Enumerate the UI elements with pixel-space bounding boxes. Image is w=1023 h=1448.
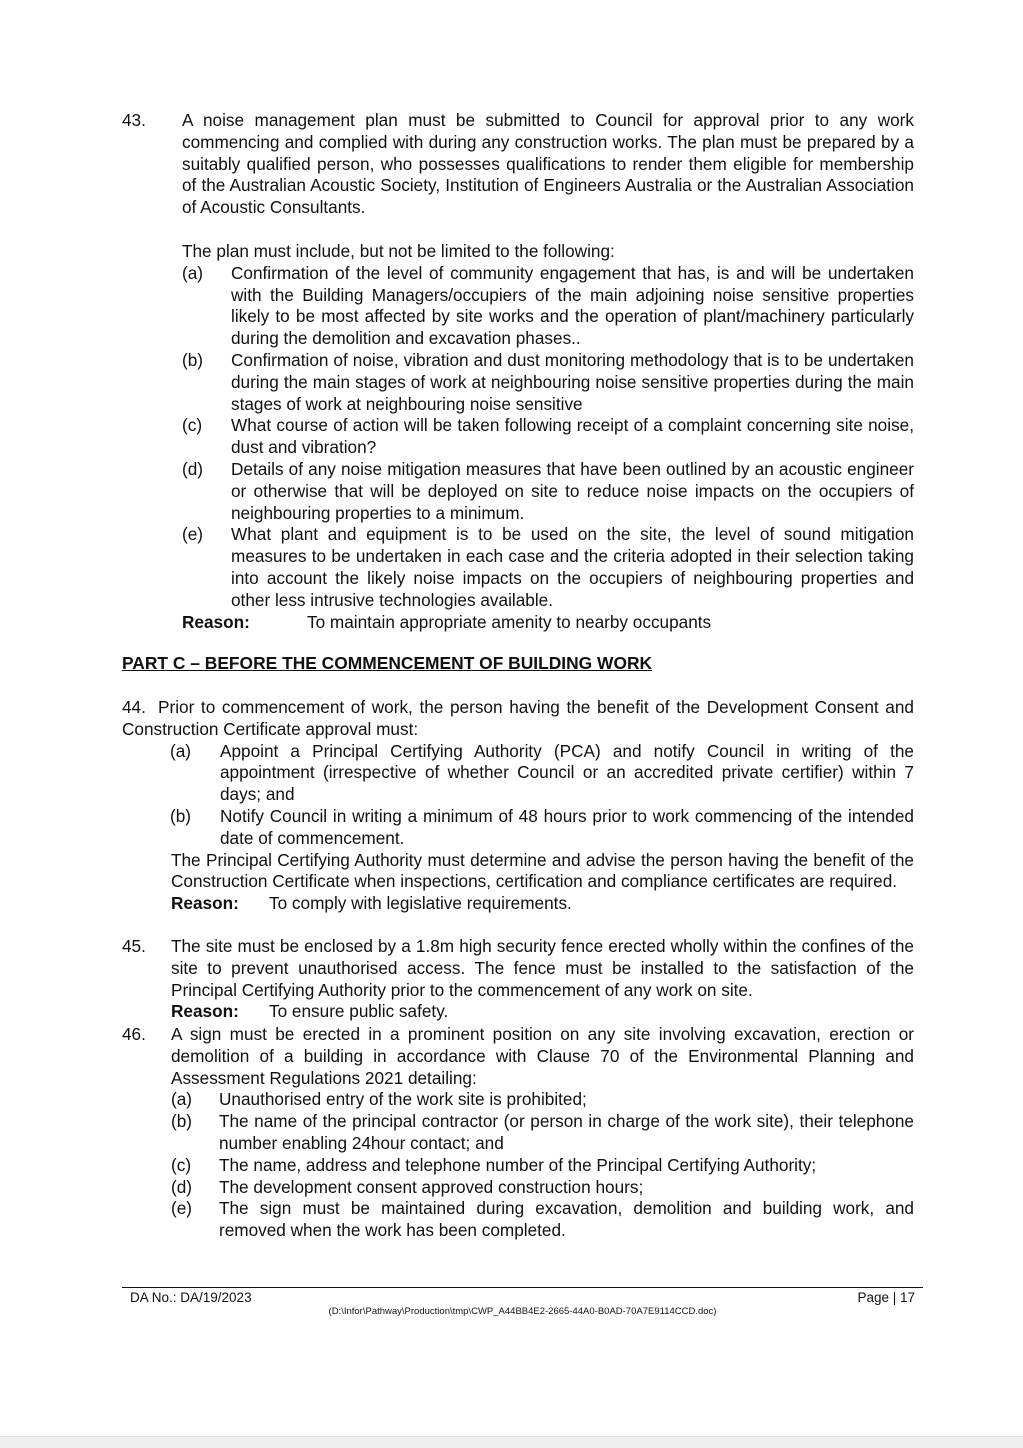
item-label: (a) bbox=[171, 1089, 193, 1110]
item-text: Details of any noise mitigation measures that have been outlined by an acoustic engineer or otherwise that will be deployed on site to reduce noise impacts on the occupiers of neighbouring properties to a minimum. bbox=[231, 458, 914, 523]
item-label: (d) bbox=[182, 458, 204, 479]
item-label: (c) bbox=[182, 415, 203, 436]
item-text: The sign must be maintained during excavation, demolition and building work, and removed when the work has been completed. bbox=[219, 1198, 914, 1241]
item-text: What course of action will be taken following receipt of a complaint concerning site noise, dust and vibration? bbox=[231, 415, 914, 458]
item-label: (e) bbox=[182, 524, 204, 545]
reason-text: To maintain appropriate amenity to nearby occupants bbox=[307, 611, 712, 632]
condition-number: 45. bbox=[122, 936, 146, 956]
plan-lead-text: The plan must include, but not be limited to the following: bbox=[182, 240, 615, 261]
item-text: Unauthorised entry of the work site is prohibited; bbox=[219, 1089, 587, 1110]
list-item bbox=[170, 741, 914, 806]
condition-44 bbox=[122, 697, 914, 915]
item-list bbox=[182, 263, 914, 612]
item-text: The development consent approved construction hours; bbox=[219, 1176, 644, 1197]
list-item bbox=[171, 1155, 914, 1177]
item-label: (b) bbox=[182, 349, 204, 370]
viewer-bottom-edge bbox=[0, 1436, 1023, 1448]
list-item bbox=[182, 524, 914, 611]
footer-rule bbox=[122, 1287, 923, 1288]
list-item bbox=[182, 263, 914, 350]
list-item bbox=[171, 1198, 914, 1242]
part-c-heading: PART C – BEFORE THE COMMENCEMENT OF BUILDING WORK bbox=[122, 653, 653, 673]
condition-text: The site must be enclosed by a 1.8m high security fence erected wholly within the confines of the site to prevent unauthorised access. The fence must be installed to the satisfaction of the Principal Certifying Authority prior to the commencement of any work on site. bbox=[171, 936, 914, 1000]
item-label: (a) bbox=[170, 740, 192, 761]
item-label: (e) bbox=[171, 1198, 193, 1219]
condition-number: 46. bbox=[122, 1024, 146, 1044]
condition-body bbox=[171, 936, 914, 1023]
item-text: Confirmation of the level of community engagement that has, is and will be undertaken with the Building Managers/occupiers of the main adjoining noise sensitive properties likely to be most affected by site works and the operation of plant/machinery particularly during the demolition and excavation phases.. bbox=[231, 262, 914, 349]
reason-label: Reason: bbox=[171, 1001, 239, 1022]
reason-label: Reason: bbox=[182, 611, 250, 632]
condition-intro: A sign must be erected in a prominent position on any site involving excavation, erection or demolition of a building in accordance with Clause 70 of the Environmental Planning and Assessment Regulations 2021 detailing: bbox=[171, 1024, 914, 1088]
condition-number: 43. bbox=[122, 110, 146, 130]
condition-body bbox=[122, 697, 914, 915]
item-text: The name of the principal contractor (or person in charge of the work site), their telephone number enabling 24hour contact; and bbox=[219, 1111, 914, 1153]
list-item bbox=[171, 1111, 914, 1155]
footer-page-number: Page | 17 bbox=[857, 1290, 915, 1305]
reason-row bbox=[171, 1001, 914, 1023]
list-item bbox=[182, 459, 914, 524]
item-label: (b) bbox=[170, 805, 192, 826]
reason-row bbox=[182, 612, 914, 634]
list-item bbox=[171, 1177, 914, 1199]
condition-intro: A noise management plan must be submitted to Council for approval prior to any work commencing and complied with during any construction works. The plan must be prepared by a suitably qualified person, who possesses qualifications to render them eligible for membership of the Australian Acoustic Society, Institution of Engineers Australia or the Australian Association of Acoustic Consultants. bbox=[182, 110, 914, 218]
condition-intro-text: Prior to commencement of work, the person having the benefit of the Development Consent and Construction Certificate approval must: bbox=[122, 697, 914, 739]
condition-number: 44. bbox=[122, 697, 146, 717]
footer-file-path: (D:\Infor\Pathway\Production\tmp\CWP_A44BB4E2-2665-44A0-B0AD-70A7E9114CCD.doc) bbox=[328, 1306, 717, 1317]
condition-body bbox=[182, 110, 914, 634]
list-item bbox=[170, 806, 914, 850]
list-item bbox=[182, 415, 914, 459]
item-text: What plant and equipment is to be used on the site, the level of sound mitigation measures to be undertaken in each case and the criteria adopted in their selection taking into account the likely noise impacts on the occupiers of neighbouring properties and other less intrusive technologies available. bbox=[231, 524, 914, 610]
item-text: The name, address and telephone number of the Principal Certifying Authority; bbox=[219, 1154, 817, 1175]
item-text: Notify Council in writing a minimum of 48 hours prior to work commencing of the intended date of commencement. bbox=[220, 805, 914, 848]
item-label: (a) bbox=[182, 262, 204, 283]
item-label: (d) bbox=[171, 1176, 193, 1197]
condition-body bbox=[171, 1024, 914, 1242]
item-label: (b) bbox=[171, 1111, 193, 1132]
item-label: (c) bbox=[171, 1154, 192, 1175]
list-item bbox=[182, 350, 914, 415]
reason-label: Reason: bbox=[171, 893, 239, 914]
reason-text: To comply with legislative requirements. bbox=[269, 893, 572, 914]
item-text: Appoint a Principal Certifying Authority (PCA) and notify Council in writing of the appointment (irrespective of whether Council or an accredited private certifier) within 7 days; and bbox=[220, 740, 914, 805]
reason-row bbox=[171, 893, 914, 915]
pca-paragraph: The Principal Certifying Authority must determine and advise the person having the benefit of the Construction Certificate when inspections, certification and compliance certificates are required. bbox=[171, 849, 914, 892]
sub-body bbox=[147, 741, 914, 916]
condition-intro bbox=[122, 697, 914, 741]
item-text: Confirmation of noise, vibration and dust monitoring methodology that is to be undertaken during the main stages of work at neighbouring noise sensitive properties during the main stages of work at neighbouring noise sensitive bbox=[231, 349, 914, 414]
reason-text: To ensure public safety. bbox=[269, 1001, 449, 1022]
list-item bbox=[171, 1089, 914, 1111]
footer-da-number: DA No.: DA/19/2023 bbox=[130, 1290, 252, 1305]
